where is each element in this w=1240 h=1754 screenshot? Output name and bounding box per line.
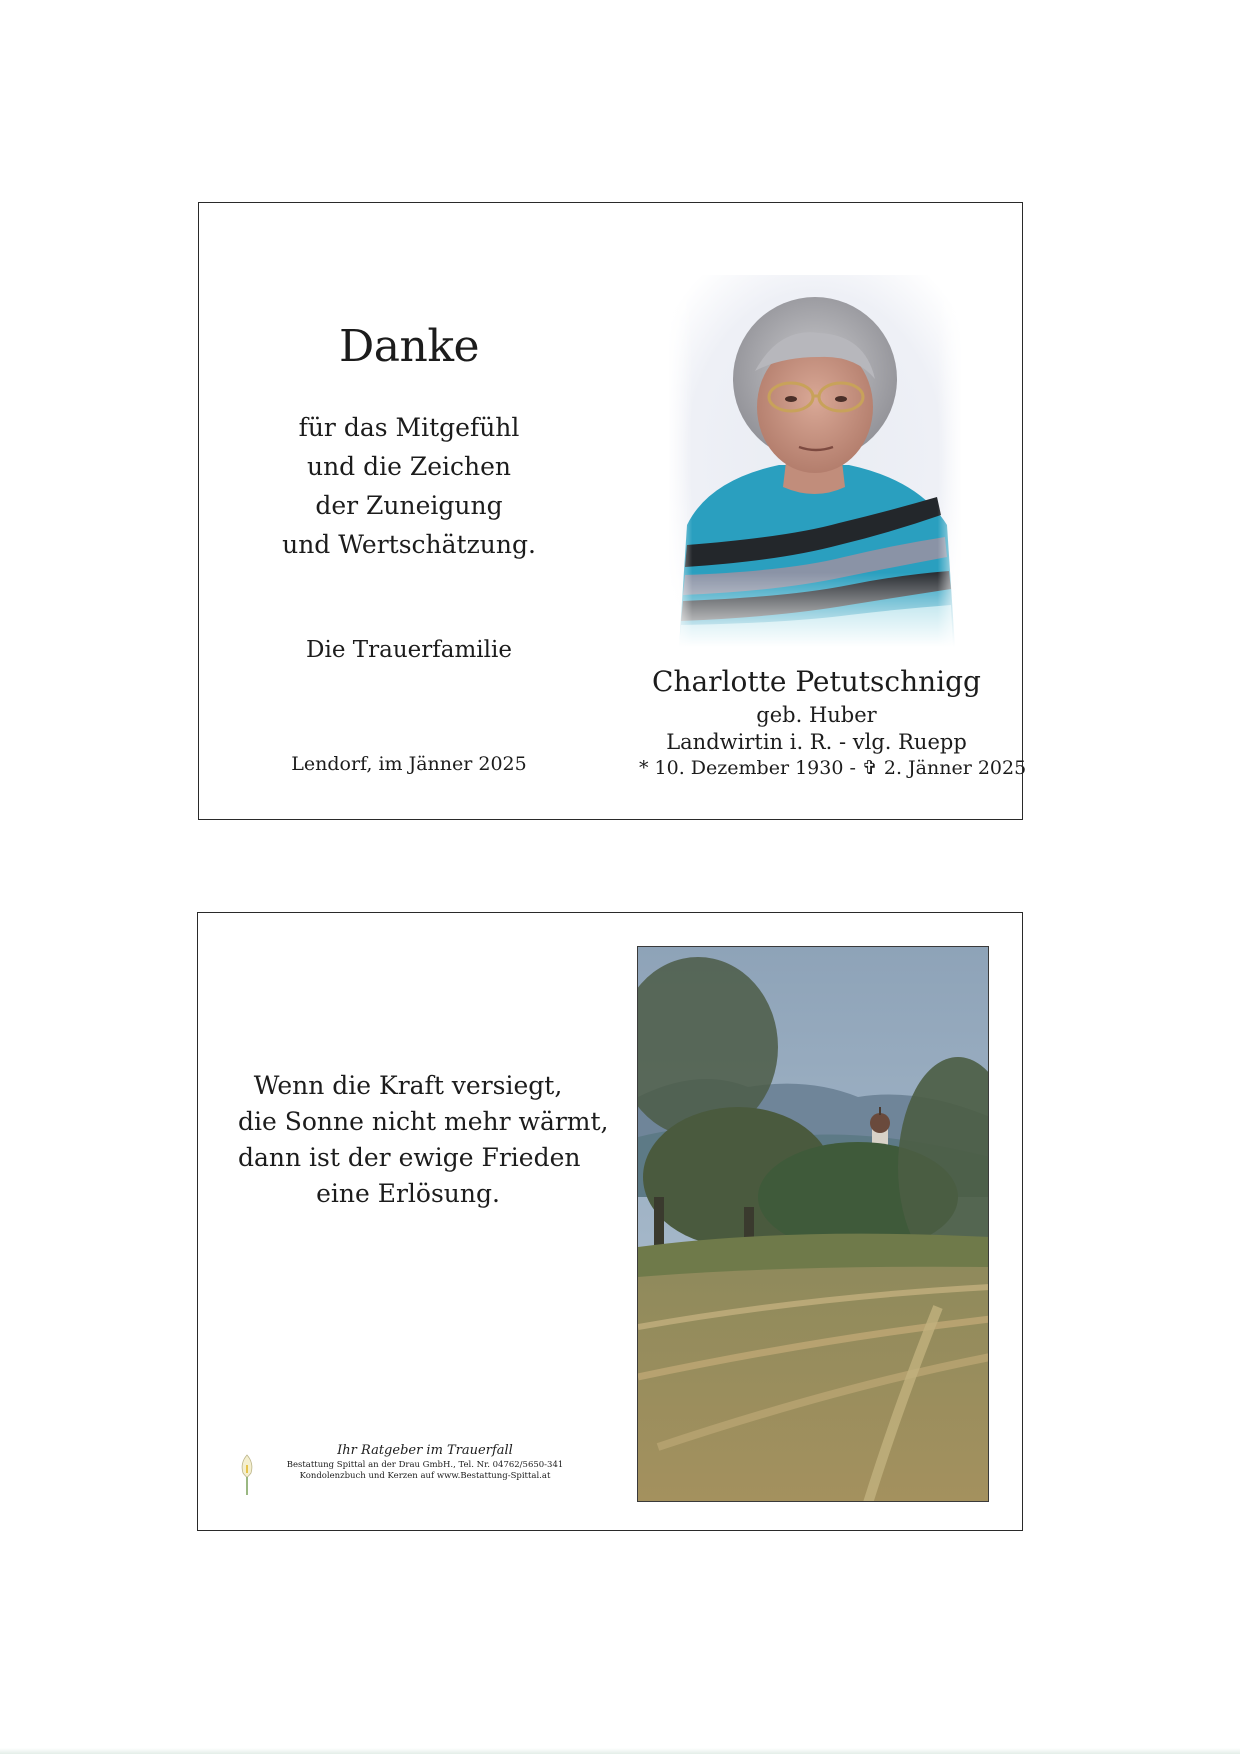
undertaker-company: Bestattung Spittal an der Drau GmbH., Tel. Nr. 04762/5650-341 (286, 1460, 564, 1470)
occupation: Landwirtin i. R. - vlg. Ruepp (666, 730, 967, 754)
verse-text (238, 1068, 609, 1212)
portrait-photo (669, 275, 961, 647)
undertaker-website: Kondolenzbuch und Kerzen auf www.Bestattung-Spittal.at (299, 1471, 551, 1481)
life-dates: * 10. Dezember 1930 - ✞ 2. Jänner 2025 (639, 757, 1027, 779)
verse-line: die Sonne nicht mehr wärmt, (238, 1107, 609, 1136)
place-date: Lendorf, im Jänner 2025 (291, 753, 527, 775)
verse-card (197, 912, 1023, 1531)
landscape-photo (637, 946, 989, 1502)
family-signature: Die Trauerfamilie (306, 637, 512, 663)
thanks-line: der Zuneigung (315, 491, 503, 520)
undertaker-motto: Ihr Ratgeber im Trauerfall (337, 1443, 513, 1458)
thanks-line: und die Zeichen (306, 452, 512, 481)
thanks-title: Danke (338, 321, 480, 372)
undertaker-footer (238, 1443, 598, 1503)
verse-line: dann ist der ewige Frieden (238, 1143, 581, 1172)
calla-lily-icon (238, 1453, 256, 1495)
birth-name: geb. Huber (756, 703, 877, 727)
thanks-message (259, 408, 559, 564)
thanks-card (198, 202, 1027, 820)
verse-line: Wenn die Kraft versiegt, (253, 1071, 563, 1100)
page-bottom-edge (0, 1748, 1240, 1754)
thanks-line: und Wertschätzung. (282, 530, 536, 559)
verse-line: eine Erlösung. (316, 1179, 500, 1208)
thanks-line: für das Mitgefühl (298, 413, 520, 442)
deceased-name: Charlotte Petutschnigg (652, 665, 981, 698)
